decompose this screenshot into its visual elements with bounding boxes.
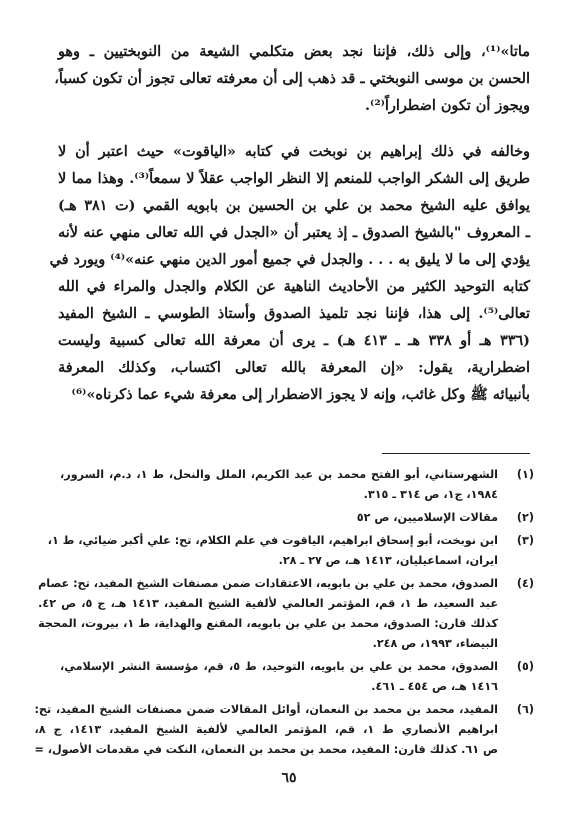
footnote-line: ابراهيم الأنصاري ط ١، قم، المؤتمر العالمي لألفية الشيخ المفيد، ١٤١٣، ج ٨، (34, 723, 498, 736)
footnote-line: الصدوق، محمد بن علي بن بابويه، التوحيد، ط ٥، قم، مؤسسة النشر الإسلامي، (60, 660, 498, 673)
paragraph-gap (58, 119, 530, 138)
footnote-text (34, 700, 498, 760)
footnote-line: كذلك قارن: الصدوق، محمد بن علي بن بابويه، المقنع والهداية، ط ١، بيروت، المحجة (38, 617, 498, 630)
footnote-line: ١٩٨٤، ج١، ص ٣١٤ ـ ٣١٥. (363, 488, 498, 501)
footnote (60, 465, 534, 505)
footnote-line: ايران، اسماعيليان، ١٤١٣ هـ، ص ٢٧ ـ ٢٨. (278, 554, 498, 567)
text-line: كتابه التوحيد الكثير من الأحاديث الناهية عن الكلام والجدل والمراء في الله (58, 278, 530, 295)
footnote (60, 508, 534, 528)
footnote-line: مقالات الإسلاميين، ص ٥٢ (356, 511, 498, 524)
footnote-text (48, 531, 498, 571)
footnote-line: ص ٦١. كذلك قارن: المفيد، محمد بن محمد بن النعمان، النكت في مقدمات الأصول، = (34, 743, 498, 756)
footnote-text (60, 465, 498, 505)
text-line: تعالى⁽⁵⁾. إلى هذا، فإننا نجد تلميذ الصدوق وأستاذ الطوسي ـ الشيخ المفيد (58, 305, 530, 322)
footnote-line: ابن نوبخت، أبو إسحاق ابراهيم، الياقوت في علم الكلام، تح: علي أكبر ضيائي، ط ١، (47, 534, 498, 547)
footnote-number: (٥) (516, 660, 534, 673)
footnote-line: الشهرستاني، أبو الفتح محمد بن عبد الكريم، الملل والنحل، ط ١، د.م، السرور، (60, 468, 498, 481)
footnote (60, 657, 534, 697)
footnote-separator (382, 453, 530, 454)
footnote-text (38, 574, 498, 654)
footnote-number: (١) (516, 468, 534, 481)
footnote-line: الصدوق، محمد بن علي بن بابويه، الاعتقادات ضمن مصنفات الشيخ المفيد، تح: عصام (38, 577, 498, 590)
text-line: ـ المعروف "بالشيخ الصدوق ـ إذ يعتبر أن «الجدل في الله تعالى منهي عنه لأنه (58, 224, 530, 241)
text-line: الحسن بن موسى النوبختي ـ قد ذهب إلى أن معرفته تعالى تجوز أن تكون كسباً، (54, 70, 530, 87)
footnote-text (60, 508, 498, 528)
footnotes (34, 465, 534, 763)
text-line: ماتا»⁽¹⁾، وإلى ذلك، فإننا نجد بعض متكلمي الشيعة من النوبختيين ـ وهو (58, 43, 530, 60)
text-line: يؤدي إلى ما لا يليق به . . . والجدل في جميع أمور الدين منهي عنه»⁽⁴⁾ ويورد في (49, 251, 530, 268)
page-number: ٦٥ (281, 770, 297, 786)
text-line: طريق إلى الشكر الواجب للمنعم إلا النظر الواجب عقلاً لا سمعاً⁽³⁾. وهذا مما لا (58, 170, 530, 187)
text-line: ويجوز أن تكون اضطراراً⁽²⁾. (365, 97, 530, 114)
footnote-line: المفيد، محمد بن محمد بن النعمان، أوائل المقالات ضمن مصنفات الشيخ المفيد، تح: (34, 703, 498, 716)
footnote-number: (٦) (516, 703, 534, 716)
footnote-number: (٤) (516, 577, 534, 590)
text-line: وخالفه في ذلك إبراهيم بن نوبخت في كتابه «الياقوت» حيث اعتبر أن لا (58, 143, 530, 160)
text-line: (٣٣٦ هـ أو ٣٣٨ هـ ـ ٤١٣ هـ) ـ يرى أن معرفة الله تعالى كسبية وليست (58, 332, 530, 349)
footnote-line: ١٤١٦ هـ، ص ٤٥٤ ـ ٤٦١. (371, 680, 498, 693)
text-line: اضطرارية، يقول: «إن المعرفة بالله تعالى اكتساب، وكذلك المعرفة (58, 359, 530, 376)
footnote (47, 531, 534, 571)
footnote (34, 700, 534, 760)
main-text (49, 38, 531, 408)
footnote (38, 574, 534, 654)
footnote-text (60, 657, 498, 697)
footnote-line: البيضاء، ١٩٩٣، ص ٢٤٨. (372, 637, 498, 650)
footnote-line: عبد السعيد، ط ١، قم، المؤتمر العالمي لألفية الشيخ المفيد، ١٤١٣ هـ، ج ٥، ص ٤٢. (38, 597, 498, 610)
footnote-number: (٣) (516, 534, 534, 547)
text-line: يوافق عليه الشيخ محمد بن علي بن الحسين بن بابويه القمي (ت ٣٨١ هـ) (58, 197, 531, 214)
text-line: بأنبيائه ﷺ وكل غائب، وإنه لا يجوز الاضطرار إلى معرفة شيء عما ذكرناه»⁽⁶⁾ (71, 386, 530, 403)
footnote-number: (٢) (516, 511, 534, 524)
